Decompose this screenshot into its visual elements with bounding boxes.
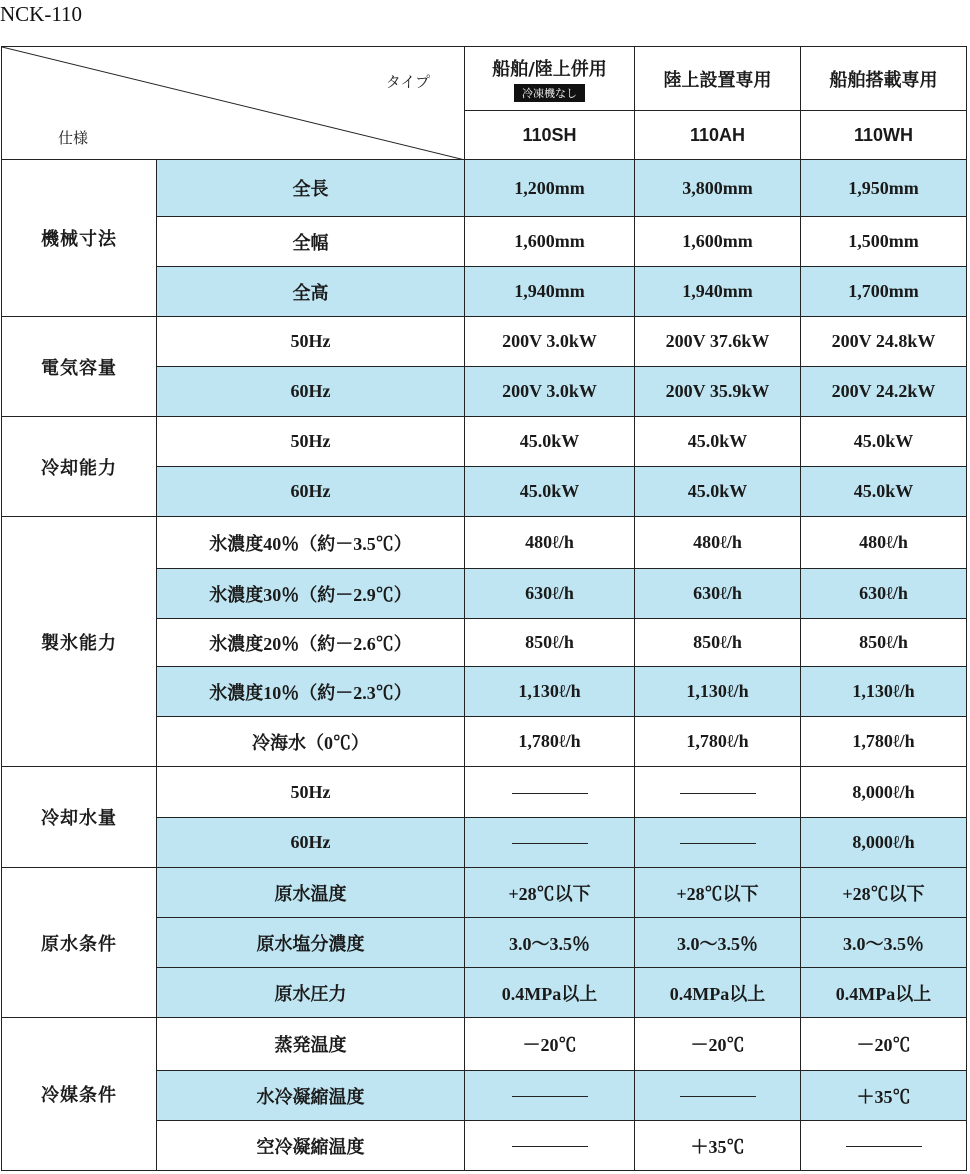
spec-value-cell: 1,130ℓ/h <box>635 667 801 717</box>
spec-value-cell: 1,780ℓ/h <box>465 717 635 767</box>
not-applicable-dash <box>465 1071 635 1121</box>
spec-value-cell: +28℃以下 <box>635 868 801 918</box>
spec-value-cell: －20℃ <box>635 1018 801 1071</box>
spec-label-cell: 蒸発温度 <box>157 1018 465 1071</box>
spec-label-cell: 全幅 <box>157 217 465 267</box>
spec-value-cell: 850ℓ/h <box>635 619 801 667</box>
column-type-label: 船舶搭載専用 <box>829 69 938 91</box>
spec-value-cell: 0.4MPa以上 <box>801 968 967 1018</box>
not-applicable-dash <box>801 1121 967 1171</box>
table-row <box>2 767 967 818</box>
table-row <box>2 160 967 217</box>
not-applicable-dash <box>465 767 635 818</box>
spec-value-cell: ＋35℃ <box>801 1071 967 1121</box>
table-row <box>2 417 967 467</box>
spec-value-cell: －20℃ <box>801 1018 967 1071</box>
category-cell: 原水条件 <box>2 868 157 1018</box>
spec-value-cell: 630ℓ/h <box>801 569 967 619</box>
spec-value-cell: 200V 37.6kW <box>635 317 801 367</box>
spec-value-cell: 1,130ℓ/h <box>801 667 967 717</box>
dash-line <box>512 793 588 794</box>
spec-value-cell: 200V 35.9kW <box>635 367 801 417</box>
spec-value-cell: 45.0kW <box>801 467 967 517</box>
category-cell: 製氷能力 <box>2 517 157 767</box>
spec-label-cell: 原水温度 <box>157 868 465 918</box>
column-type-header <box>635 47 801 111</box>
column-type-label: 陸上設置専用 <box>663 69 772 91</box>
spec-value-cell: 45.0kW <box>465 417 635 467</box>
spec-label-cell: 水冷凝縮温度 <box>157 1071 465 1121</box>
spec-value-cell: 850ℓ/h <box>801 619 967 667</box>
spec-value-cell: 1,500mm <box>801 217 967 267</box>
dash-line <box>512 843 588 844</box>
type-label: タイプ <box>385 73 430 91</box>
spec-value-cell: 8,000ℓ/h <box>801 818 967 868</box>
spec-value-cell: 1,780ℓ/h <box>801 717 967 767</box>
header-corner-cell <box>2 47 465 160</box>
not-applicable-dash <box>635 767 801 818</box>
table-row <box>2 517 967 569</box>
dash-line <box>512 1096 588 1097</box>
spec-label-cell: 冷海水（0℃） <box>157 717 465 767</box>
spec-value-cell: 45.0kW <box>635 467 801 517</box>
spec-value-cell: 45.0kW <box>635 417 801 467</box>
spec-label: 仕様 <box>58 129 89 147</box>
spec-label-cell: 氷濃度30％（約－2.9℃） <box>157 569 465 619</box>
spec-value-cell: 3.0〜3.5％ <box>465 918 635 968</box>
spec-label-cell: 60Hz <box>157 818 465 868</box>
table-row <box>2 1018 967 1071</box>
column-type-label: 船舶/陸上併用 <box>492 59 607 80</box>
spec-value-cell: 480ℓ/h <box>635 517 801 569</box>
spec-value-cell: 850ℓ/h <box>465 619 635 667</box>
dash-line <box>512 1146 588 1147</box>
spec-value-cell: 0.4MPa以上 <box>635 968 801 1018</box>
column-type-header <box>801 47 967 111</box>
spec-label-cell: 全高 <box>157 267 465 317</box>
spec-value-cell: 8,000ℓ/h <box>801 767 967 818</box>
spec-label-cell: 氷濃度20％（約－2.6℃） <box>157 619 465 667</box>
spec-label-cell: 50Hz <box>157 767 465 818</box>
spec-value-cell: 200V 3.0kW <box>465 317 635 367</box>
category-cell: 電気容量 <box>2 317 157 417</box>
spec-value-cell: 1,950mm <box>801 160 967 217</box>
spec-value-cell: 3,800mm <box>635 160 801 217</box>
spec-label-cell: 氷濃度40％（約－3.5℃） <box>157 517 465 569</box>
spec-value-cell: 1,780ℓ/h <box>635 717 801 767</box>
category-cell: 冷却水量 <box>2 767 157 868</box>
spec-value-cell: 1,600mm <box>465 217 635 267</box>
spec-value-cell: 630ℓ/h <box>465 569 635 619</box>
not-applicable-dash <box>465 1121 635 1171</box>
spec-label-cell: 全長 <box>157 160 465 217</box>
spec-label-cell: 60Hz <box>157 367 465 417</box>
category-cell: 冷却能力 <box>2 417 157 517</box>
spec-value-cell: 1,200mm <box>465 160 635 217</box>
spec-label-cell: 50Hz <box>157 417 465 467</box>
spec-value-cell: －20℃ <box>465 1018 635 1071</box>
spec-label-cell: 空冷凝縮温度 <box>157 1121 465 1171</box>
spec-value-cell: 45.0kW <box>465 467 635 517</box>
spec-value-cell: 480ℓ/h <box>465 517 635 569</box>
spec-value-cell: 1,130ℓ/h <box>465 667 635 717</box>
model-code: 110WH <box>801 111 967 160</box>
category-cell: 冷媒条件 <box>2 1018 157 1171</box>
no-refrigerator-badge: 冷凍機なし <box>514 84 585 102</box>
spec-label-cell: 60Hz <box>157 467 465 517</box>
spec-value-cell: 1,940mm <box>635 267 801 317</box>
spec-value-cell: 45.0kW <box>801 417 967 467</box>
table-row <box>2 868 967 918</box>
dash-line <box>680 843 756 844</box>
not-applicable-dash <box>465 818 635 868</box>
spec-value-cell: ＋35℃ <box>635 1121 801 1171</box>
column-type-header <box>465 47 635 111</box>
spec-label-cell: 50Hz <box>157 317 465 367</box>
category-cell: 機械寸法 <box>2 160 157 317</box>
spec-value-cell: 1,940mm <box>465 267 635 317</box>
spec-value-cell: 630ℓ/h <box>635 569 801 619</box>
spec-value-cell: 200V 24.8kW <box>801 317 967 367</box>
dash-line <box>680 1096 756 1097</box>
spec-value-cell: 1,700mm <box>801 267 967 317</box>
spec-value-cell: 3.0〜3.5％ <box>801 918 967 968</box>
model-code: 110AH <box>635 111 801 160</box>
spec-value-cell: 480ℓ/h <box>801 517 967 569</box>
spec-table <box>1 46 967 1171</box>
spec-label-cell: 原水塩分濃度 <box>157 918 465 968</box>
page-title: NCK-110 <box>0 2 83 26</box>
dash-line <box>680 793 756 794</box>
model-code: 110SH <box>465 111 635 160</box>
table-row <box>2 317 967 367</box>
dash-line <box>846 1146 922 1147</box>
spec-value-cell: 200V 24.2kW <box>801 367 967 417</box>
spec-value-cell: 3.0〜3.5％ <box>635 918 801 968</box>
not-applicable-dash <box>635 1071 801 1121</box>
spec-label-cell: 氷濃度10％（約－2.3℃） <box>157 667 465 717</box>
not-applicable-dash <box>635 818 801 868</box>
spec-value-cell: +28℃以下 <box>801 868 967 918</box>
spec-value-cell: 0.4MPa以上 <box>465 968 635 1018</box>
spec-value-cell: 1,600mm <box>635 217 801 267</box>
spec-value-cell: +28℃以下 <box>465 868 635 918</box>
spec-value-cell: 200V 3.0kW <box>465 367 635 417</box>
spec-label-cell: 原水圧力 <box>157 968 465 1018</box>
